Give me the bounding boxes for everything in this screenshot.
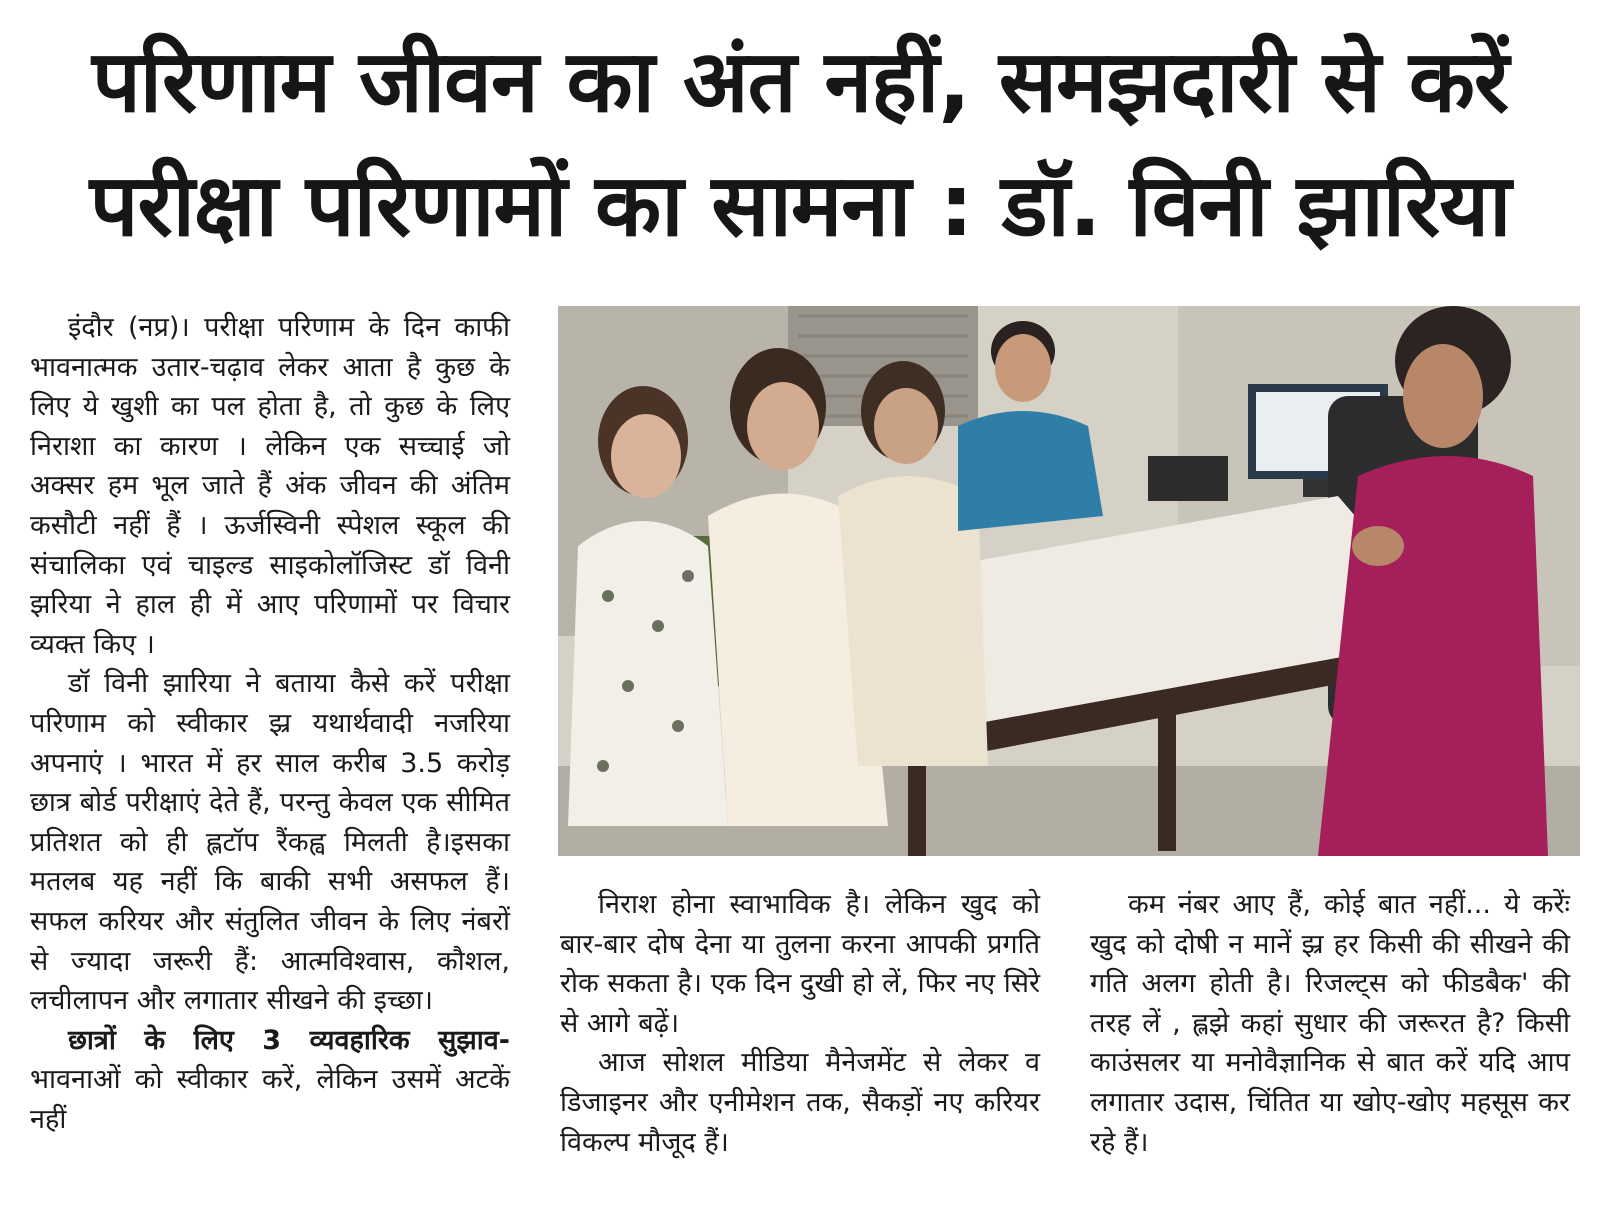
paragraph-text: भावनाओं को स्वीकार करें, लेकिन उसमें अटकें नहीं [30, 1064, 510, 1135]
paragraph: कम नंबर आए हैं, कोई बात नहीं... ये करेंः खुद को दोषी न मानें झ्र हर किसी की सीखने की गति अलग होती है। रिजल्ट्स को फीडबैक' की तरह लें , ह्लझे कहां सुधार की जरूरत है? किसी काउंसलर या मनोवैज्ञानिक से बात करें यदि आप लगातार उदास, चिंतित या खोए-खोए महसूस कर रहे हैं। [1090, 889, 1570, 1158]
paragraph: इंदौर (नप्र)। परीक्षा परिणाम के दिन काफी भावनात्मक उतार-चढ़ाव लेकर आता है कुछ के लिए ये खुशी का पल होता है, तो कुछ के लिए निराशा का कारण । लेकिन एक सच्चाई जो अक्सर हम भूल जाते हैं अंक जीवन की अंतिम कसौटी नहीं हैं । ऊर्जस्विनी स्पेशल स्कूल की संचालिका एवं चाइल्ड साइकोलॉजिस्ट डॉ विनी झरिया ने हाल ही में आए परिणामों पर विचार व्यक्त किए । [30, 312, 510, 660]
subheading: छात्रों के लिए 3 व्यवहारिक सुझाव- [68, 1024, 510, 1056]
paragraph: निराश होना स्वाभाविक है। लेकिन खुद को बार-बार दोष देना या तुलना करना आपकी प्रगति रोक सकता है। एक दिन दुखी हो लें, फिर नए सिरे से आगे बढ़ें। [560, 889, 1040, 1039]
headline-line-1: परिणाम जीवन का अंत नहीं, समझदारी से करें [91, 32, 1509, 132]
paragraph [30, 1021, 510, 1140]
article-column-1 [30, 308, 510, 1139]
article-column-2 [560, 885, 1040, 1162]
paragraph: डॉ विनी झारिया ने बताया कैसे करें परीक्षा परिणाम को स्वीकार झ्र यथार्थवादी नजरिया अपनाएं । भारत में हर साल करीब 3.5 करोड़ छात्र बोर्ड परीक्षाएं देते हैं, परन्तु केवल एक सीमित प्रतिशत को ही ह्लटॉप रैंकह्व मिलती है।इसका मतलब यह नहीं कि बाकी सभी असफल हैं। सफल करियर और संतुलित जीवन के लिए नंबरों से ज्यादा जरूरी हैं: आत्मविश्वास, कौशल, लचीलापन और लगातार सीखने की इच्छा। [30, 668, 510, 1017]
news-photo [558, 306, 1580, 856]
headline-line-2: परीक्षा परिणामों का सामना : डॉ. विनी झारिया [89, 156, 1511, 256]
paragraph: आज सोशल मीडिया मैनेजमेंट से लेकर व डिजाइनर और एनीमेशन तक, सैकड़ों नए करियर विकल्प मौजूद हैं। [560, 1047, 1040, 1158]
article-column-3 [1090, 885, 1570, 1162]
headline [0, 20, 1600, 268]
photo-illustration [558, 306, 1580, 856]
